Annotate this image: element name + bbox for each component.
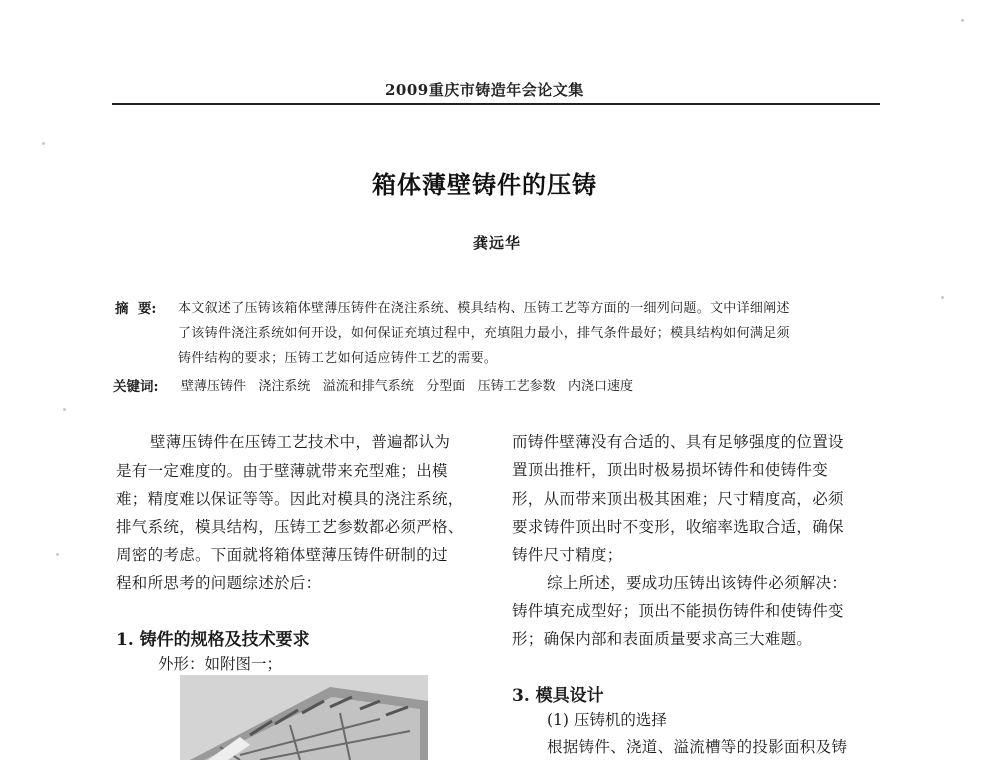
summary-line: 形；确保内部和表面质量要求高三大难题。 xyxy=(512,630,813,648)
header-rule xyxy=(112,103,880,105)
scan-speck xyxy=(63,408,66,411)
paper-title: 箱体薄壁铸件的压铸 xyxy=(372,170,597,199)
scan-speck xyxy=(961,19,964,22)
intro-line: 排气系统，模具结构，压铸工艺参数都必须严格、 xyxy=(116,518,464,536)
scan-speck xyxy=(42,142,45,145)
body-line: 置顶出推杆，顶出时极易损坏铸件和使铸件变 xyxy=(512,461,829,479)
intro-line: 周密的考虑。下面就将箱体壁薄压铸件研制的过 xyxy=(116,546,448,564)
abstract-line: 铸件结构的要求；压铸工艺如何适应铸件工艺的需要。 xyxy=(178,351,498,366)
section-heading: 3. 模具设计 xyxy=(512,686,604,706)
paper-author: 龚远华 xyxy=(473,234,522,252)
body-line: 铸件尺寸精度； xyxy=(512,546,623,564)
body-line: 形，从而带来顶出极其困难；尺寸精度高，必须 xyxy=(512,490,844,508)
intro-line: 难；精度难以保证等等。因此对模具的浇注系统， xyxy=(116,490,464,508)
keywords-text: 壁薄压铸件 浇注系统 溢流和排气系统 分型面 压铸工艺参数 内浇口速度 xyxy=(181,379,633,394)
abstract-line: 本文叙述了压铸该箱体壁薄压铸件在浇注系统、模具结构、压铸工艺等方面的一细列问题。文中详细阐述 xyxy=(178,301,790,316)
subsection-heading: (1) 压铸机的选择 xyxy=(547,711,667,729)
running-header: 2009重庆市铸造年会论文集 xyxy=(385,81,584,99)
keywords-label: 关键词: xyxy=(113,379,159,395)
body-line: 而铸件壁薄没有合适的、具有足够强度的位置设 xyxy=(512,433,844,451)
intro-line: 壁薄压铸件在压铸工艺技术中，普遍都认为 xyxy=(150,433,451,451)
scan-speck xyxy=(941,296,944,299)
scan-speck xyxy=(56,553,59,556)
figure-casting-photo xyxy=(180,675,428,760)
summary-line: 铸件填充成型好；顶出不能损伤铸件和使铸件变 xyxy=(512,602,844,620)
intro-line: 是有一定难度的。由于壁薄就带来充型难；出模 xyxy=(116,462,448,480)
casting-photo-illustration xyxy=(180,675,428,760)
intro-line: 程和所思考的问题综述於后： xyxy=(116,574,322,592)
section-text: 外形：如附图一； xyxy=(158,655,283,673)
body-line: 要求铸件顶出时不变形，收缩率选取合适，确保 xyxy=(512,518,844,536)
abstract-line: 了该铸件浇注系统如何开设，如何保证充填过程中，充填阻力最小，排气条件最好；模具结构如何满足须 xyxy=(178,326,790,341)
body-line: 根据铸件、浇道、溢流槽等的投影面积及铸 xyxy=(547,738,848,756)
summary-line: 综上所述，要成功压铸出该铸件必须解决： xyxy=(547,574,848,592)
section-heading: 1. 铸件的规格及技术要求 xyxy=(116,630,310,650)
abstract-label: 摘 要: xyxy=(115,301,157,317)
